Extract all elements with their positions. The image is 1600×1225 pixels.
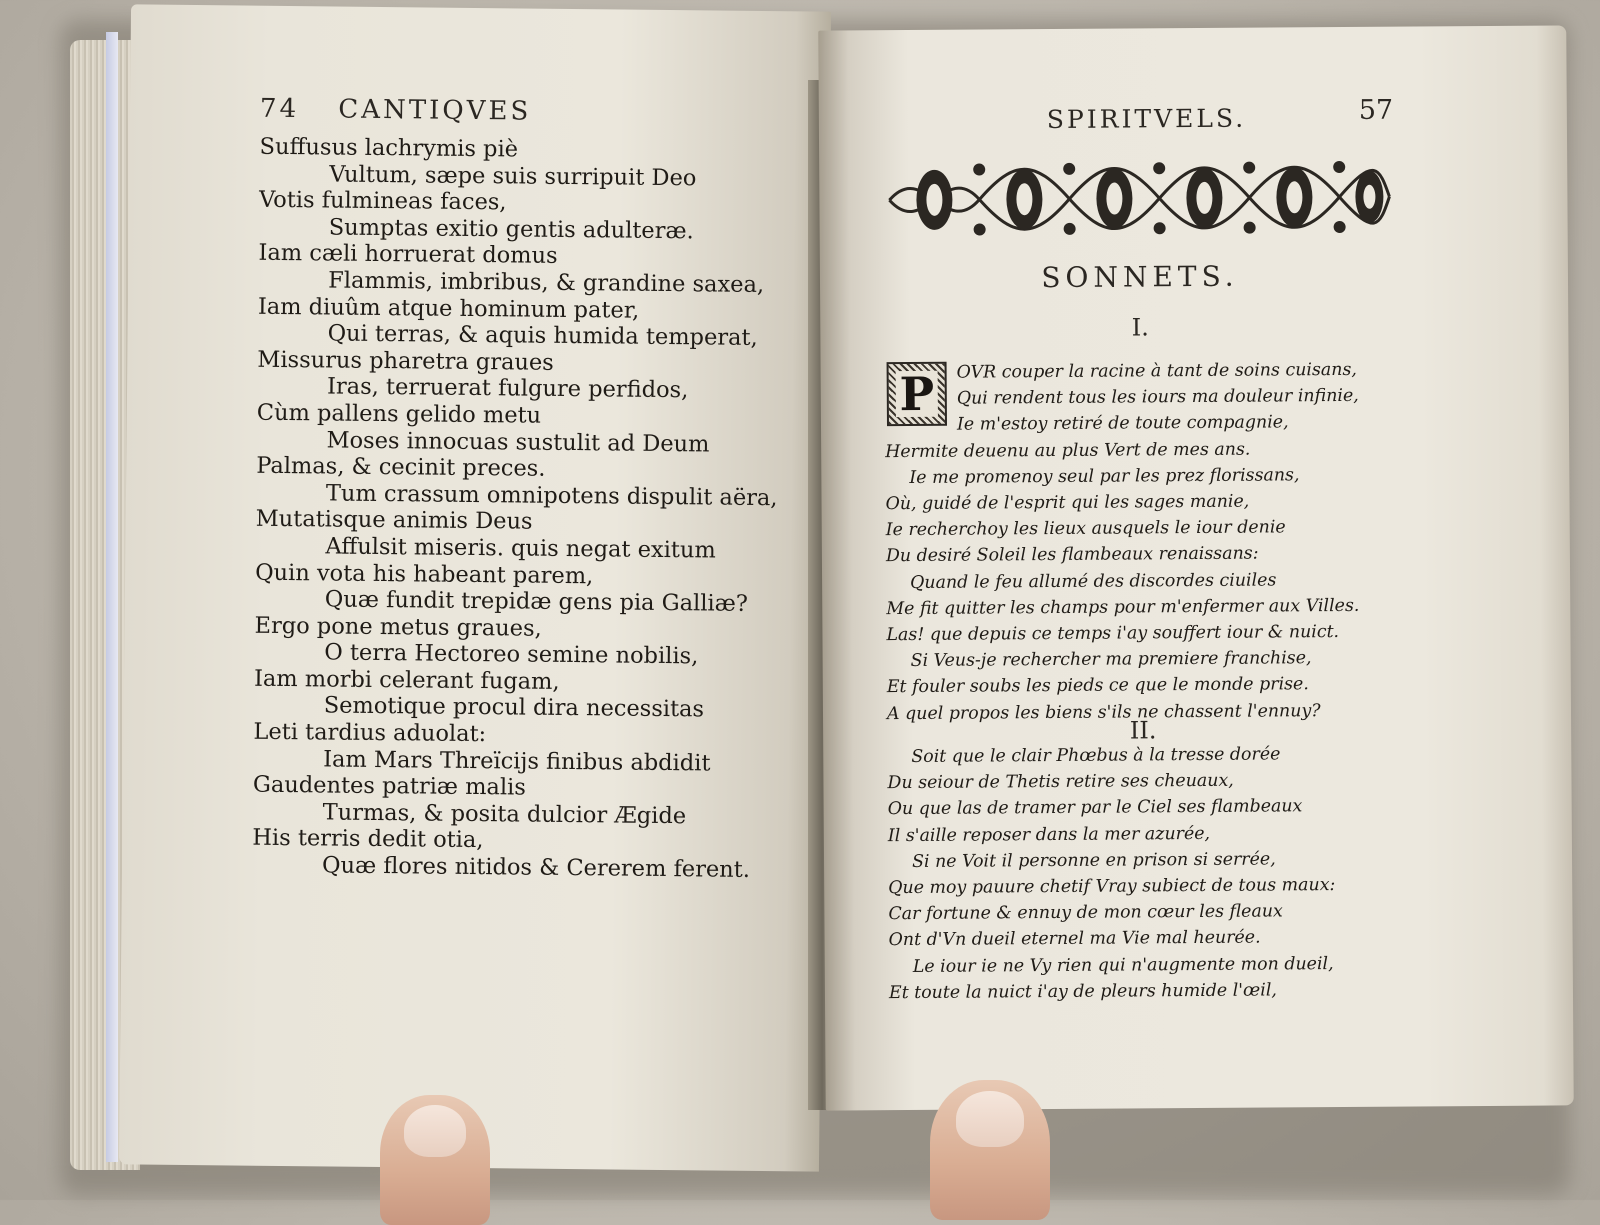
sonnet-line: Du desiré Soleil les flambeaux renaissans: <box>885 543 1259 567</box>
sonnet-line: Quand le feu allumé des discordes ciuiles <box>910 570 1277 593</box>
sonnet-number-2: II. <box>1129 716 1157 745</box>
right-thumbnail <box>956 1091 1023 1147</box>
poem-line: His terris dedit otia, <box>252 825 484 854</box>
right-thumb <box>930 1080 1050 1220</box>
sonnet-line: Le iour ie ne Vy rien qui n'augmente mon dueil, <box>912 953 1334 977</box>
sonnet-line: Ont d'Vn dueil eternel ma Vie mal heurée. <box>888 927 1261 951</box>
poem-line: Leti tardius aduolat: <box>253 718 487 748</box>
left-running-head <box>260 94 532 127</box>
sonnet-line: Si ne Voit il personne en prison si serrée, <box>911 849 1276 872</box>
right-page <box>818 25 1574 1110</box>
sonnet-line: Me fit quitter les champs pour m'enfermer aux Villes. <box>886 595 1360 619</box>
sonnet-line: Que moy pauure chetif Vray subiect de tous maux: <box>888 875 1336 899</box>
left-page <box>119 4 831 1171</box>
sonnet-line: Ou que las de tramer par le Ciel ses flambeaux <box>887 796 1303 820</box>
sonnet-line: Si Veus-je rechercher ma premiere franchise, <box>910 648 1312 672</box>
sonnet-line: Las! que depuis ce temps i'ay souffert iour & nuict. <box>886 622 1340 646</box>
poem-line: Moses innocuas sustulit ad Deum <box>326 426 710 457</box>
poem-line: Suffusus lachrymis piè <box>259 133 519 163</box>
sonnet-line: Ie me promenoy seul par les prez florissans, <box>909 465 1300 488</box>
right-page-number: 57 <box>1358 94 1394 126</box>
left-thumb <box>380 1095 490 1225</box>
sonnet-line: Où, guidé de l'esprit qui les sages manie, <box>885 491 1250 515</box>
sonnet-line: Qui rendent tous les iours ma douleur infinie, <box>956 386 1359 409</box>
sonnet-line: A quel propos les biens s'ils ne chassent l'ennuy? <box>886 700 1321 724</box>
poem-line: Iam morbi celerant fugam, <box>253 665 560 695</box>
sonnet-line: Du seiour de Thetis retire ses cheuaux, <box>887 770 1234 794</box>
poem-line: Quæ fundit trepidæ gens pia Galliæ? <box>324 586 749 617</box>
sonnet-line: Ie m'estoy retiré de toute compagnie, <box>956 412 1289 436</box>
ornamental-headpiece <box>884 147 1395 251</box>
poem-line: Flammis, imbribus, & grandine saxea, <box>328 267 765 298</box>
poem-line: Quin vota his habeant parem, <box>255 559 594 589</box>
page-edge-stain <box>106 32 118 1162</box>
sonnet-line: Hermite deuenu au plus Vert de mes ans. <box>885 439 1251 462</box>
left-thumbnail <box>404 1105 466 1157</box>
poem-line: O terra Hectoreo semine nobilis, <box>324 639 699 670</box>
sonnet-2 <box>887 741 1369 1006</box>
sonnet-line: Et toute la nuict i'ay de pleurs humide l'œil, <box>888 980 1277 1003</box>
poem-line: Tum crassum omnipotens dispulit aëra, <box>325 480 778 511</box>
poem-line: Mutatisque animis Deus <box>255 506 533 535</box>
sonnet-line: Car fortune & ennuy de mon cœur les fleaux <box>888 901 1283 925</box>
left-running-title: CANTIQVES <box>338 94 532 127</box>
left-page-number: 74 <box>259 93 300 125</box>
poem-line: Quæ flores nitidos & Cererem ferent. <box>321 852 751 883</box>
sonnet-line: Ie recherchoy les lieux ausquels le iour denie <box>885 517 1286 541</box>
left-poem <box>252 134 820 884</box>
poem-line: Semotique procul dira necessitas <box>323 692 705 723</box>
poem-line: Vultum, sæpe suis surripuit Deo <box>329 161 697 191</box>
poem-line: Missurus pharetra graues <box>257 346 554 376</box>
right-running-head: SPIRITVELS. <box>1046 103 1247 135</box>
poem-line: Iam diuûm atque hominum pater, <box>257 293 640 324</box>
poem-line: Sumptas exitio gentis adulteræ. <box>328 214 694 245</box>
sonnet-line: OVR couper la racine à tant de soins cuisans, <box>956 359 1357 383</box>
poem-line: Gaudentes patriæ malis <box>252 771 526 801</box>
poem-line: Cùm pallens gelido metu <box>256 399 542 429</box>
poem-line: Ergo pone metus graues, <box>254 612 542 642</box>
poem-line: Qui terras, & aquis humida temperat, <box>327 320 758 352</box>
section-title: SONNETS. <box>1041 259 1239 295</box>
poem-line: Affulsit miseris. quis negat exitum <box>325 533 716 564</box>
poem-line: Iam Mars Threïcijs finibus abdidit <box>323 746 711 777</box>
poem-line: Iam cæli horruerat domus <box>258 240 558 270</box>
poem-line: Palmas, & cecinit preces. <box>256 452 546 482</box>
sonnet-line: Soit que le clair Phœbus à la tresse dorée <box>911 744 1281 767</box>
sonnet-1 <box>885 357 1368 727</box>
sonnet-line: Et fouler soubs les pieds ce que le monde prise. <box>886 674 1309 698</box>
poem-line: Votis fulmineas faces, <box>258 186 507 216</box>
poem-line: Iras, terruerat fulgure perfidos, <box>326 373 689 404</box>
sonnet-line: Il s'aille reposer dans la mer azurée, <box>887 823 1211 846</box>
dropcap-letter: P <box>895 371 938 417</box>
poem-line: Turmas, & posita dulcior Ægide <box>322 799 687 830</box>
sonnet-number-1: I. <box>1131 313 1149 342</box>
